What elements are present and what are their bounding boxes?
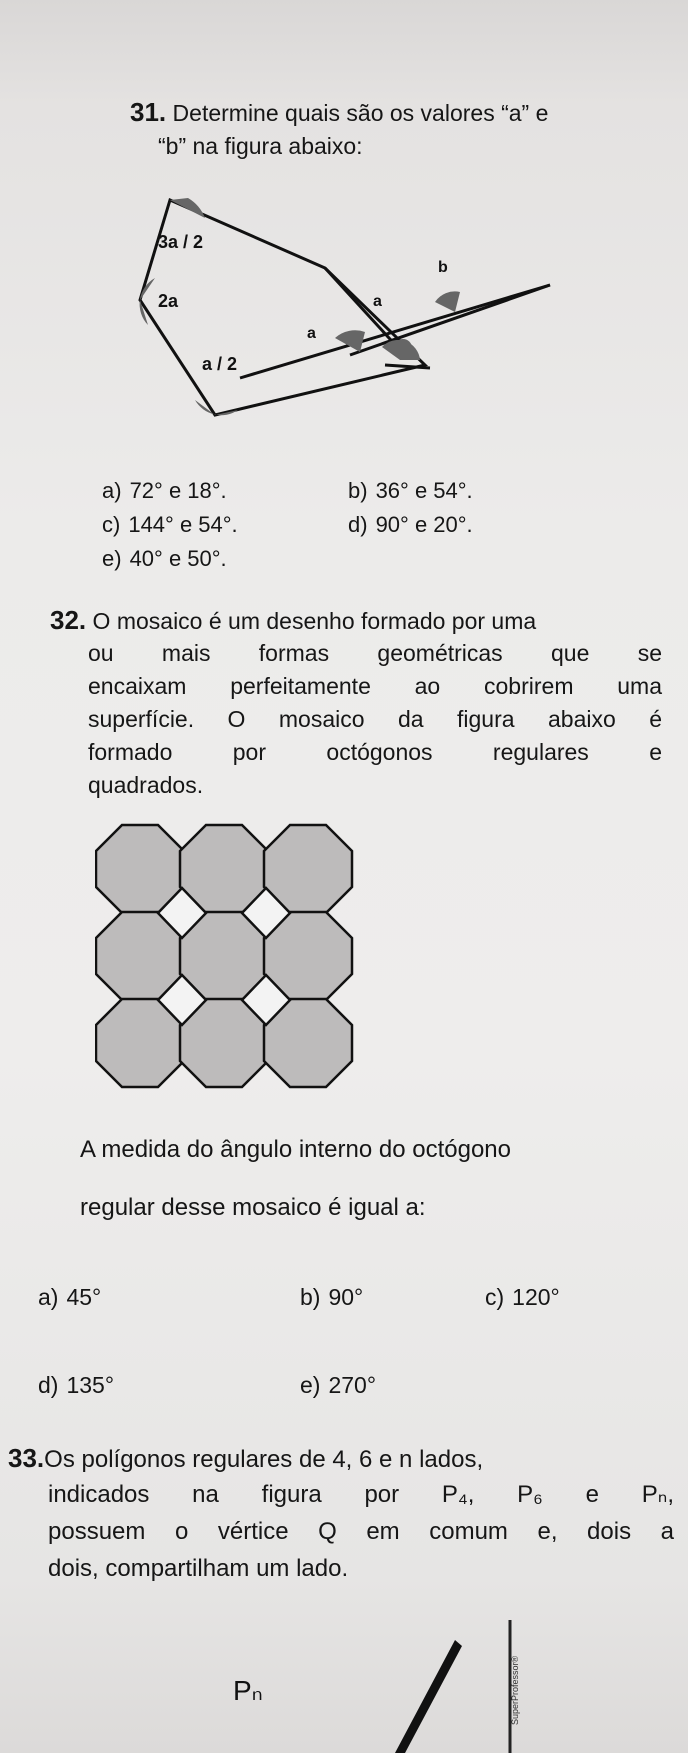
q33-line-3: possuem o vértice Q em comum e, dois a <box>48 1518 674 1545</box>
q31-option-a[interactable] <box>102 478 227 504</box>
q32-option-c[interactable] <box>485 1284 560 1311</box>
q32-option-d[interactable] <box>38 1372 114 1399</box>
q33-figure <box>200 1600 540 1753</box>
q32-option-c-text: 120° <box>512 1284 560 1310</box>
q33-side-text: SuperProfessor® <box>510 1655 520 1725</box>
q31-label-a-left: a <box>307 325 316 342</box>
q31-option-a-label: a) <box>102 478 122 503</box>
q31-option-c-text: 144° e 54°. <box>128 512 238 537</box>
q31-option-b-text: 36° e 54°. <box>375 478 473 503</box>
q32-option-a-text: 45° <box>66 1284 102 1310</box>
q31-number: 31. <box>130 97 167 127</box>
q31-option-e-text: 40° e 50°. <box>129 546 227 571</box>
q33-statement <box>8 1440 678 1478</box>
q32-option-a-label: a) <box>38 1284 59 1310</box>
q32-number: 32. <box>50 605 87 635</box>
q32-option-b-label: b) <box>300 1284 321 1310</box>
q31-option-b-label: b) <box>348 478 368 503</box>
q32-mosaic-figure <box>95 820 365 1095</box>
q32-question-line2: regular desse mosaico é igual a: <box>80 1194 426 1221</box>
q31-figure <box>120 190 560 440</box>
q32-line-4: superfície. O mosaico da figura abaixo é <box>88 706 662 732</box>
q32-option-e-text: 270° <box>328 1372 377 1398</box>
q31-statement <box>130 96 650 163</box>
q31-option-b[interactable] <box>348 478 473 504</box>
q31-option-d-text: 90° e 20°. <box>375 512 473 537</box>
q31-label-3a2: 3a / 2 <box>158 232 204 252</box>
q31-option-a-text: 72° e 18°. <box>129 478 227 503</box>
q32-option-d-text: 135° <box>66 1372 115 1398</box>
q31-text-line2: “b” na figura abaixo: <box>158 133 363 159</box>
q32-option-b-text: 90° <box>328 1284 364 1310</box>
q32-question <box>80 1132 670 1226</box>
q33-line-2: indicados na figura por P₄, P₆ e Pₙ, <box>48 1481 674 1508</box>
q31-option-c[interactable] <box>102 512 238 538</box>
q32-line-5: formado por octógonos regulares e <box>88 739 662 765</box>
q31-text-line1: Determine quais são os valores “a” e <box>172 100 549 126</box>
q33-body <box>48 1476 674 1587</box>
q32-line-2: ou mais formas geométricas que se <box>88 640 662 666</box>
q32-question-line1: A medida do ângulo interno do octógono <box>80 1136 512 1163</box>
q31-option-e[interactable] <box>102 546 227 572</box>
q31-option-c-label: c) <box>102 512 121 537</box>
q32-line-3: encaixam perfeitamente ao cobrirem uma <box>88 673 662 699</box>
q31-option-d-label: d) <box>348 512 368 537</box>
q33-line-4: dois, compartilham um lado. <box>48 1555 349 1582</box>
q31-option-d[interactable] <box>348 512 473 538</box>
q32-option-c-label: c) <box>485 1284 505 1310</box>
q32-line-1: O mosaico é um desenho formado por uma <box>92 608 537 634</box>
q32-line-6: quadrados. <box>88 772 204 798</box>
q32-option-b[interactable] <box>300 1284 363 1311</box>
q33-line-1: Os polígonos regulares de 4, 6 e n lados, <box>44 1446 484 1473</box>
q33-pn-label: Pₙ <box>233 1675 263 1706</box>
q32-option-a[interactable] <box>38 1284 101 1311</box>
q32-option-e-label: e) <box>300 1372 321 1398</box>
q32-statement <box>50 604 662 638</box>
q31-option-e-label: e) <box>102 546 122 571</box>
q31-label-a2: a / 2 <box>202 354 238 374</box>
q33-number: 33. <box>8 1443 45 1473</box>
q32-body <box>88 637 662 802</box>
q32-option-e[interactable] <box>300 1372 376 1399</box>
q31-label-2a: 2a <box>158 291 179 311</box>
q32-option-d-label: d) <box>38 1372 59 1398</box>
q31-label-b: b <box>438 259 448 276</box>
q31-label-a-right: a <box>373 293 382 310</box>
